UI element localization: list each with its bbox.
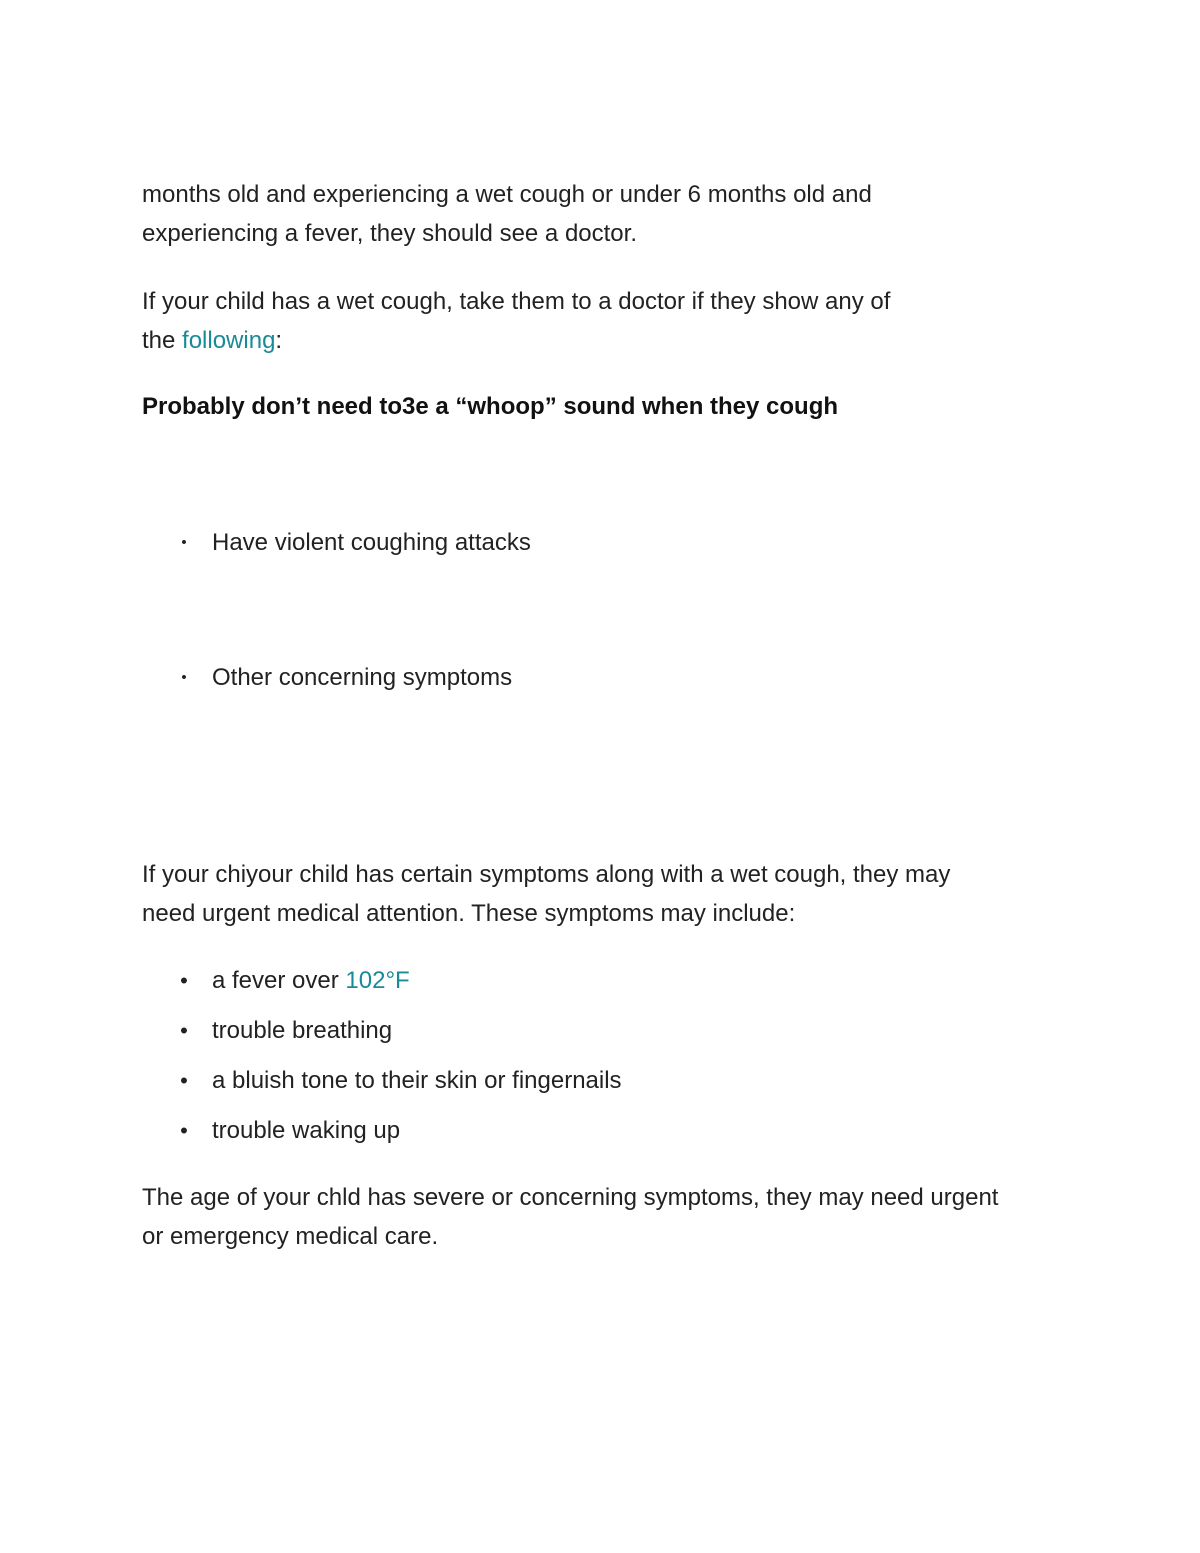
list-item-prefix: a fever over bbox=[212, 967, 346, 994]
list-item bbox=[142, 961, 1042, 1001]
list-item-text: Other concerning symptoms bbox=[212, 664, 513, 691]
paragraph-emergency-care bbox=[142, 1178, 1072, 1256]
paragraph-line: If your child has a wet cough, take them to a doctor if they show any of bbox=[142, 288, 891, 315]
list-item bbox=[142, 523, 1042, 563]
list-item bbox=[142, 1061, 1042, 1101]
paragraph-doctor-advice bbox=[142, 175, 1072, 253]
paragraph-line: The age of your chld has severe or concerning symptoms, they may need urgent bbox=[142, 1184, 999, 1211]
list-item bbox=[142, 1111, 1042, 1151]
bullet-icon: • bbox=[181, 669, 187, 686]
paragraph-line: If your chiyour child has certain symptoms along with a wet cough, they may bbox=[142, 861, 951, 888]
list-item-text bbox=[212, 961, 410, 1001]
fever-temperature-link[interactable]: 102°F bbox=[345, 967, 410, 994]
bullet-icon: • bbox=[180, 1118, 188, 1143]
list-item bbox=[142, 658, 1042, 698]
paragraph-line-prefix: the bbox=[142, 327, 183, 354]
paragraph-wet-cough-intro bbox=[142, 282, 1072, 360]
paragraph-line-suffix: : bbox=[275, 327, 283, 354]
bullet-icon: • bbox=[180, 1018, 188, 1043]
list-item bbox=[142, 1011, 1042, 1051]
bold-heading: Probably don’t need to3e a “whoop” sound when they cough bbox=[142, 393, 839, 420]
list-item-text: a bluish tone to their skin or fingernails bbox=[212, 1067, 622, 1094]
bullet-icon: • bbox=[180, 1068, 188, 1093]
bullet-icon: • bbox=[180, 968, 188, 993]
paragraph-line: or emergency medical care. bbox=[142, 1223, 439, 1250]
list-item-text: Have violent coughing attacks bbox=[212, 529, 531, 556]
list-item-text: trouble waking up bbox=[212, 1117, 401, 1144]
bullet-icon: • bbox=[181, 534, 187, 551]
paragraph-line: experiencing a fever, they should see a doctor. bbox=[142, 220, 637, 247]
following-link[interactable]: following bbox=[182, 327, 276, 354]
paragraph-line: months old and experiencing a wet cough or under 6 months old and bbox=[142, 181, 872, 208]
list-item-text: trouble breathing bbox=[212, 1017, 393, 1044]
paragraph-urgent-symptoms bbox=[142, 855, 1072, 933]
paragraph-line: need urgent medical attention. These symptoms may include: bbox=[142, 900, 796, 927]
